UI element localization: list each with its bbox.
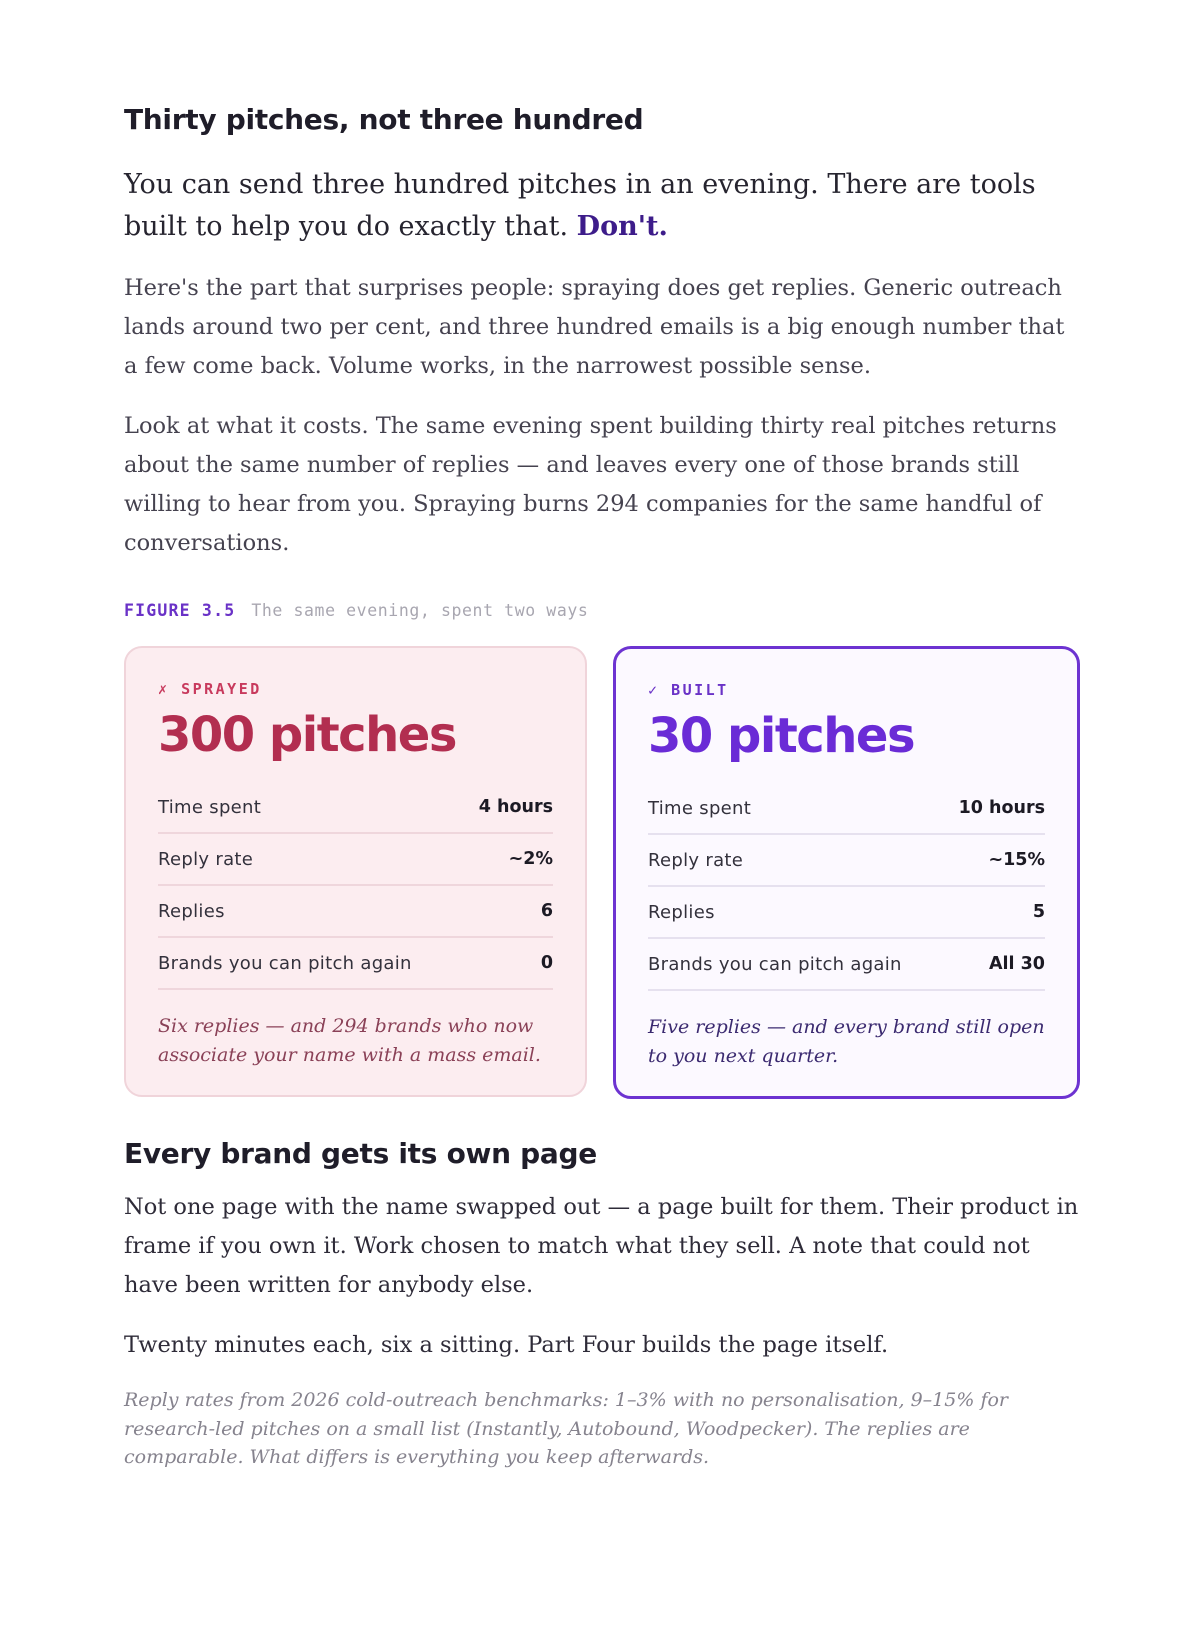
stat-row — [158, 886, 553, 938]
stat-value: 6 — [540, 901, 553, 921]
body-paragraph: Look at what it costs. The same evening spent building thirty real pitches returns about the same number of replies — and leaves every one of those brands still willing to hear from you. Spraying burns 294 companies for the same handful of conversations. — [124, 413, 1057, 556]
stats-list — [648, 783, 1045, 991]
stats-list — [158, 782, 553, 990]
cross-icon: ✗ — [158, 680, 170, 698]
card-tag-label: SPRAYED — [181, 680, 262, 698]
stat-row — [648, 783, 1045, 835]
card-tag — [158, 676, 553, 702]
lead-paragraph — [124, 164, 1081, 248]
stat-row — [158, 782, 553, 834]
stat-row — [158, 834, 553, 886]
stat-label: Brands you can pitch again — [158, 952, 412, 974]
built-card — [613, 646, 1080, 1099]
stat-label: Reply rate — [648, 849, 744, 871]
stat-label: Replies — [158, 900, 225, 922]
body-paragraph: Twenty minutes each, six a sitting. Part Four builds the page itself. — [124, 1332, 889, 1358]
card-note: Five replies — and every brand still open to you next quarter. — [648, 1016, 1045, 1067]
card-headline: 300 pitches — [158, 707, 456, 763]
stat-value: ~2% — [508, 849, 553, 869]
stat-value: All 30 — [989, 954, 1045, 974]
lead-text: You can send three hundred pitches in an evening. There are tools built to help you do exactly that. — [124, 169, 1036, 242]
body-paragraph: Not one page with the name swapped out — a page built for them. Their product in frame if you own it. Work chosen to match what they sell. A note that could not have been written for anybody else. — [124, 1194, 1079, 1298]
body-paragraph: Here's the part that surprises people: spraying does get replies. Generic outreach lands around two per cent, and three hundred emails is a big enough number that a few come back. Volume works, in the narrowest possible sense. — [124, 275, 1065, 379]
stat-label: Replies — [648, 901, 715, 923]
stat-value: 10 hours — [958, 798, 1045, 818]
check-icon: ✓ — [648, 681, 660, 699]
figure-caption — [124, 601, 1081, 620]
stat-value: 0 — [540, 953, 553, 973]
card-tag — [648, 677, 1045, 703]
stat-label: Brands you can pitch again — [648, 953, 902, 975]
stat-label: Time spent — [648, 797, 752, 819]
stat-value: 5 — [1032, 902, 1045, 922]
card-headline: 30 pitches — [648, 708, 915, 764]
stat-row — [648, 887, 1045, 939]
stat-label: Reply rate — [158, 848, 254, 870]
lead-accent: Don't. — [576, 211, 668, 242]
stat-row — [648, 939, 1045, 991]
figure-title: The same evening, spent two ways — [251, 601, 589, 620]
stat-label: Time spent — [158, 796, 262, 818]
sprayed-card — [124, 646, 587, 1097]
stat-value: ~15% — [988, 850, 1045, 870]
stat-row — [648, 835, 1045, 887]
section-heading: Every brand gets its own page — [124, 1137, 597, 1170]
card-tag-label: BUILT — [671, 681, 729, 699]
section-heading: Thirty pitches, not three hundred — [124, 103, 644, 136]
stat-row — [158, 938, 553, 990]
stat-value: 4 hours — [478, 797, 553, 817]
footnote: Reply rates from 2026 cold-outreach benchmarks: 1–3% with no personalisation, 9–15% for research-led pitches on a small list (Instantly, Autobound, Woodpecker). The replies are comparable. What differs is everything you keep afterwards. — [124, 1389, 1009, 1468]
card-note: Six replies — and 294 brands who now associate your name with a mass email. — [158, 1015, 541, 1066]
figure-label: FIGURE 3.5 — [124, 601, 236, 620]
